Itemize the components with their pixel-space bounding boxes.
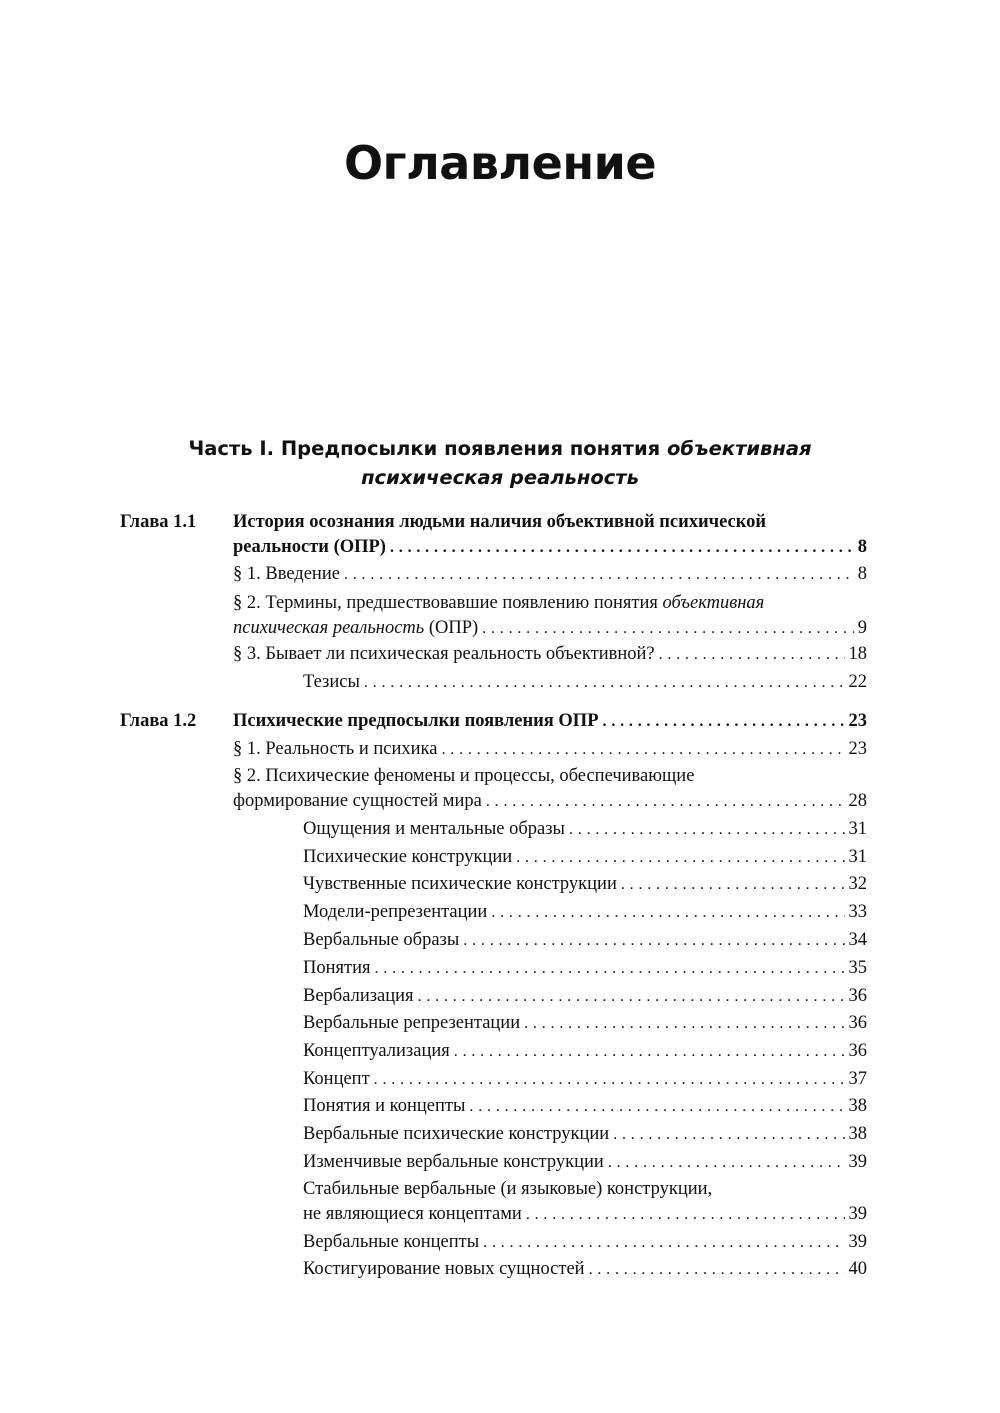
page-number: 8 xyxy=(857,537,867,557)
entry-text: Вербальные концепты xyxy=(303,1232,480,1252)
toc-entry[interactable] xyxy=(303,1010,867,1036)
page-number: 8 xyxy=(857,564,867,584)
leader-dots xyxy=(516,845,844,871)
leader-dots xyxy=(375,956,845,982)
chapter-heading-line2: реальности (ОПР) xyxy=(233,537,386,557)
leader-dots xyxy=(526,1202,845,1228)
leader-dots xyxy=(524,1011,844,1037)
entry-text: § 1. Введение xyxy=(233,564,340,584)
leader-dots xyxy=(603,709,845,735)
page-number: 22 xyxy=(848,672,867,692)
toc-entry[interactable] xyxy=(233,788,867,814)
leader-dots xyxy=(418,984,845,1010)
chapter-heading-entry[interactable] xyxy=(233,708,867,734)
entry-text: Концептуализация xyxy=(303,1041,450,1061)
toc-entry[interactable] xyxy=(303,1093,867,1119)
page-number: 39 xyxy=(848,1152,867,1172)
toc-entry[interactable] xyxy=(233,615,867,641)
toc-entry[interactable] xyxy=(303,1121,867,1147)
entry-text: Ощущения и ментальные образы xyxy=(303,819,565,839)
entry-text: Тезисы xyxy=(303,672,360,692)
leader-dots xyxy=(613,1122,844,1148)
toc-entry[interactable] xyxy=(303,669,867,695)
leader-dots xyxy=(482,616,854,642)
page-number: 40 xyxy=(848,1259,867,1279)
leader-dots xyxy=(483,1230,844,1256)
page-number: 35 xyxy=(848,958,867,978)
page-number: 39 xyxy=(848,1204,867,1224)
chapter-label: Глава 1.1 xyxy=(120,512,197,532)
leader-dots xyxy=(569,817,845,843)
entry-text: не являющиеся концептами xyxy=(303,1204,522,1224)
entry-text: Вербальные образы xyxy=(303,930,460,950)
page-number: 23 xyxy=(848,711,867,731)
page-number: 36 xyxy=(848,1041,867,1061)
entry-text-italic: психическая реальность xyxy=(233,618,425,638)
toc-entry[interactable] xyxy=(303,1256,867,1282)
leader-dots xyxy=(491,900,844,926)
toc-entry[interactable] xyxy=(233,641,867,667)
entry-text: § 1. Реальность и психика xyxy=(233,739,438,759)
toc-entry[interactable] xyxy=(303,1149,867,1175)
page-number: 38 xyxy=(848,1124,867,1144)
entry-text-suffix: (ОПР) xyxy=(424,618,479,638)
toc-entry[interactable] xyxy=(303,844,867,870)
toc-entry[interactable] xyxy=(303,899,867,925)
chapter-heading-entry[interactable] xyxy=(233,534,867,560)
leader-dots xyxy=(344,562,854,588)
page-number: 37 xyxy=(848,1069,867,1089)
entry-text: Модели-репрезентации xyxy=(303,902,488,922)
leader-dots xyxy=(390,535,854,561)
leader-dots xyxy=(441,737,844,763)
entry-text: § 3. Бывает ли психическая реальность объективной? xyxy=(233,644,655,664)
toc-entry[interactable] xyxy=(303,1229,867,1255)
page-number: 18 xyxy=(848,644,867,664)
entry-text-italic: объективная xyxy=(662,593,765,613)
entry-text: Вербальные психические конструкции xyxy=(303,1124,610,1144)
toc-entry-line1[interactable]: § 2. Психические феномены и процессы, обеспечивающие xyxy=(233,766,695,786)
part-heading-italic-1: объективная xyxy=(666,437,812,460)
leader-dots xyxy=(374,1067,845,1093)
toc-entry[interactable] xyxy=(303,1201,867,1227)
page-number: 36 xyxy=(848,986,867,1006)
entry-text: Концепт xyxy=(303,1069,370,1089)
page-number: 33 xyxy=(848,902,867,922)
page-number: 38 xyxy=(848,1096,867,1116)
page-number: 39 xyxy=(848,1232,867,1252)
entry-text: Вербализация xyxy=(303,986,414,1006)
toc-entry[interactable] xyxy=(303,1066,867,1092)
leader-dots xyxy=(364,670,845,696)
page-number: 34 xyxy=(848,930,867,950)
toc-entry-line1[interactable]: Стабильные вербальные (и языковые) конструкции, xyxy=(303,1179,713,1199)
chapter-heading-line1[interactable]: История осознания людьми наличия объективной психической xyxy=(233,512,767,532)
entry-text: Понятия xyxy=(303,958,371,978)
toc-entry[interactable] xyxy=(303,983,867,1009)
entry-text: Изменчивые вербальные конструкции xyxy=(303,1152,604,1172)
page-number: 32 xyxy=(848,874,867,894)
leader-dots xyxy=(454,1039,845,1065)
leader-dots xyxy=(589,1257,845,1283)
leader-dots xyxy=(469,1094,844,1120)
part-heading-prefix: Часть I. Предпосылки появления понятия xyxy=(188,437,667,460)
toc-entry[interactable] xyxy=(303,1038,867,1064)
entry-text: Вербальные репрезентации xyxy=(303,1013,521,1033)
leader-dots xyxy=(659,642,845,668)
page-number: 9 xyxy=(857,618,867,638)
toc-entry-line1[interactable] xyxy=(233,590,764,616)
page-title: Оглавление xyxy=(343,136,657,190)
chapter-heading: Психические предпосылки появления ОПР xyxy=(233,711,599,731)
toc-entry[interactable] xyxy=(233,736,867,762)
part-heading-line2: психическая реальность xyxy=(361,466,639,489)
toc-entry[interactable] xyxy=(303,927,867,953)
entry-text: Костигуирование новых сущностей xyxy=(303,1259,585,1279)
toc-entry[interactable] xyxy=(233,561,867,587)
entry-text: Чувственные психические конструкции xyxy=(303,874,617,894)
toc-entry[interactable] xyxy=(303,955,867,981)
entry-text: Психические конструкции xyxy=(303,847,513,867)
leader-dots xyxy=(463,928,844,954)
page-number: 36 xyxy=(848,1013,867,1033)
page-number: 28 xyxy=(848,791,867,811)
entry-text-prefix: § 2. Термины, предшествовавшие появлению понятия xyxy=(233,593,663,613)
leader-dots xyxy=(608,1150,845,1176)
entry-text: формирование сущностей мира xyxy=(233,791,482,811)
leader-dots xyxy=(621,872,845,898)
page-number: 23 xyxy=(848,739,867,759)
page-number: 31 xyxy=(848,847,867,867)
leader-dots xyxy=(486,789,845,815)
toc-entry[interactable] xyxy=(303,816,867,842)
toc-entry[interactable] xyxy=(303,871,867,897)
entry-text: Понятия и концепты xyxy=(303,1096,466,1116)
chapter-label: Глава 1.2 xyxy=(120,711,197,731)
entry-text xyxy=(233,615,478,641)
page-number: 31 xyxy=(848,819,867,839)
